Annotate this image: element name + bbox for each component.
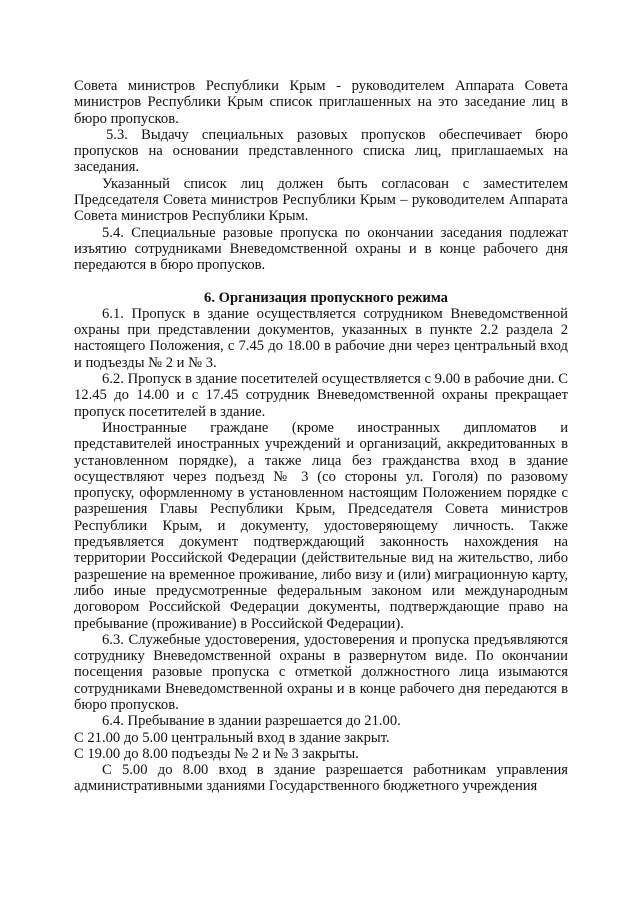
paragraph-list-approval: Указанный список лиц должен быть согласован с заместителем Председателя Совета министров Республики Крым – руководителем Аппарата Совета министров Республики Крым. (74, 175, 568, 225)
paragraph-central-entrance: С 21.00 до 5.00 центральный вход в здание закрыт. (74, 729, 390, 746)
paragraph-foreign-citizens: Иностранные граждане (кроме иностранных дипломатов и представителей иностранных учреждений и организаций, аккредитованных в установленном порядке), а также лица без гражданства вход в здание осуществляют через подъезд № 3 (со стороны ул. Гоголя) по разовому пропуску, оформленному в установленном настоящим Положением порядке с разрешения Главы Республики Крым, Председателя Совета министров Республики Крым, и документу, удостоверяющему личность. Также предъявляется документ подтверждающий законность нахождения на территории Российской Федерации (действительные вид на жительство, либо разрешение на временное проживание, либо визу и (или) миграционную карту, либо иные предусмотренные федеральным законом или международным договором Российской Федерации документы, подтверждающие право на пребывание (проживание) в Российской Федерации). (74, 419, 568, 632)
paragraph-6-4: 6.4. Пребывание в здании разрешается до 21.00. (102, 713, 401, 730)
paragraph-5-3: 5.3. Выдачу специальных разовых пропусков обеспечивает бюро пропусков на основании представленного списка лиц, приглашаемых на заседания. (74, 126, 568, 176)
paragraph-6-1: 6.1. Пропуск в здание осуществляется сотрудником Вневедомственной охраны при представлении документов, указанных в пункте 2.2 раздела 2 настоящего Положения, с 7.45 до 18.00 в рабочие дни через центральный вход и подъезды № 2 и № 3. (74, 305, 568, 371)
paragraph-6-2: 6.2. Пропуск в здание посетителей осуществляется с 9.00 в рабочие дни. С 12.45 до 14.00 и с 17.45 сотрудник Вневедомственной охраны прекращает пропуск посетителей в здание. (74, 371, 568, 420)
paragraph-early-entry: С 5.00 до 8.00 вход в здание разрешается работникам управления административными зданиями Государственного бюджетного учреждения (74, 762, 568, 795)
section-heading-6: 6. Организация пропускного режима (204, 289, 448, 306)
paragraph-6-3: 6.3. Служебные удостоверения, удостоверения и пропуска предъявляются сотруднику Вневедомственной охраны в развернутом виде. По окончании посещения разовые пропуска с отметкой должностного лица изымаются сотрудниками Вневедомственной охраны и в конце рабочего дня передаются в бюро пропусков. (74, 631, 568, 713)
paragraph-continuation: Совета министров Республики Крым - руководителем Аппарата Совета министров Республики Крым список приглашенных на это заседание лиц в бюро пропусков. (74, 78, 568, 127)
section-gap (74, 274, 568, 290)
paragraph-entrances-closed: С 19.00 до 8.00 подъезды № 2 и № 3 закрыты. (74, 745, 359, 762)
paragraph-5-4: 5.4. Специальные разовые пропуска по окончании заседания подлежат изъятию сотрудниками Вневедомственной охраны и в конце рабочего дня передаются в бюро пропусков. (74, 224, 568, 274)
